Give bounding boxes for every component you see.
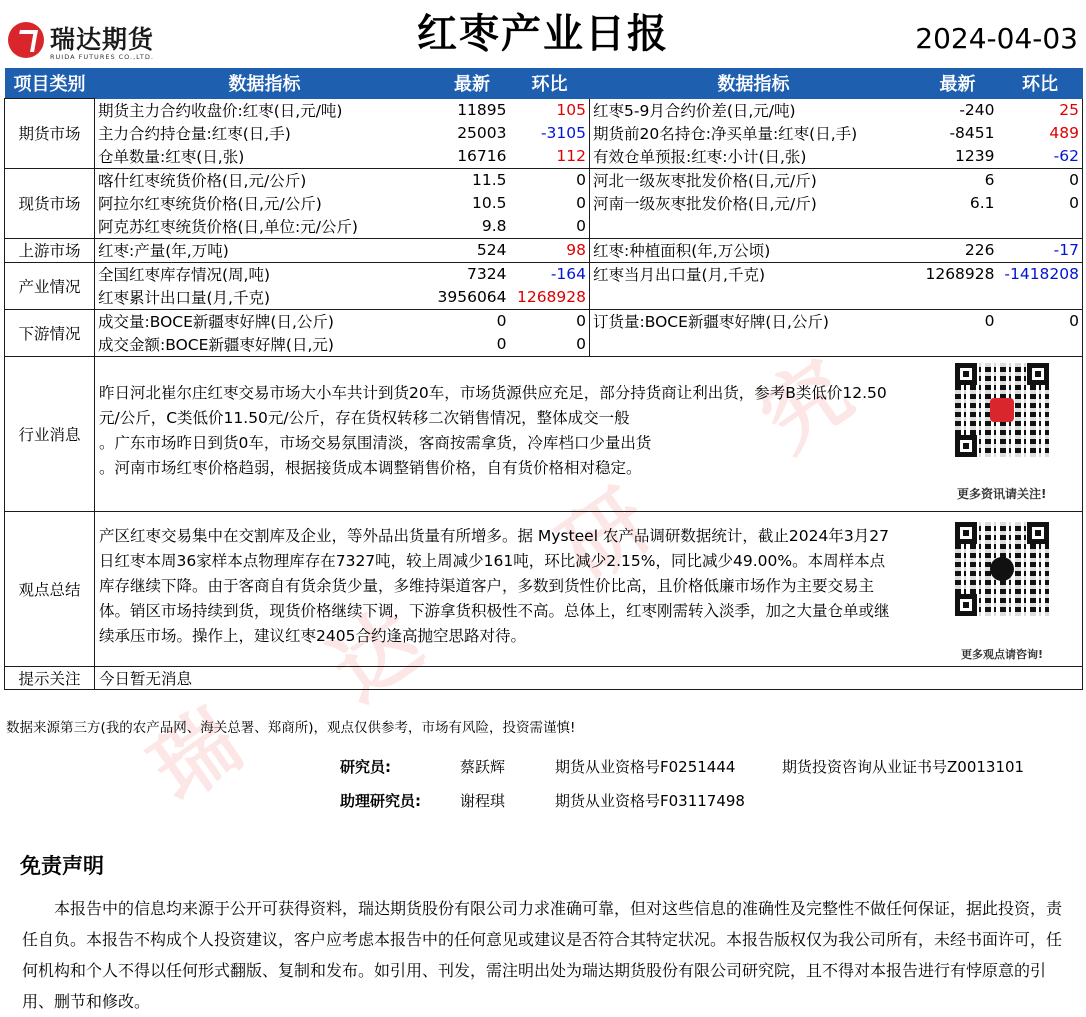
change-value: -3105: [510, 122, 590, 145]
latest-value: 16716: [435, 145, 510, 169]
indicator-name: 有效仓单预报:红枣:小计(日,张): [590, 145, 918, 169]
latest-value: 11895: [457, 101, 507, 119]
view-row: [5, 511, 1083, 666]
table-row: [5, 122, 1083, 145]
table-row: [5, 262, 1083, 286]
category-cell: 上游市场: [5, 238, 95, 262]
table-row: [5, 333, 1083, 357]
news-line: 昨日河北崔尔庄红枣交易市场大小车共计到货20车，市场货源供应充足，部分持货商让利出货，参考B类低价12.50元/公斤，C类低价11.50元/公斤，存在货权转移二次销售情况，整体成交一般: [99, 383, 887, 427]
indicator-name: 成交量:BOCE新疆枣好牌(日,公斤): [98, 313, 334, 331]
change-value: 0: [510, 215, 590, 239]
latest-value: 7324: [467, 265, 507, 283]
category-cell: 行业消息: [5, 356, 95, 511]
change-value: 1268928: [510, 286, 590, 310]
table-header-row: [5, 68, 1083, 99]
data-table: [4, 68, 1083, 690]
researcher-label: 研究员:: [340, 758, 391, 776]
researcher-consult-cert: 期货投资咨询从业证书号Z0013101: [782, 758, 1025, 776]
latest-value: 3956064: [435, 286, 510, 310]
latest-value: -8451: [949, 124, 995, 142]
qr-caption: 更多观点请咨询!: [961, 647, 1044, 661]
news-cell: [95, 356, 1083, 511]
indicator-name: 订货量:BOCE新疆枣好牌(日,公斤): [593, 313, 829, 331]
logo-english: RUIDA FUTURES CO.,LTD.: [50, 53, 154, 61]
col-header: 最新: [435, 68, 510, 99]
latest-value: 11.5: [471, 171, 507, 189]
col-header: 数据指标: [95, 68, 435, 99]
change-value: -1418208: [998, 262, 1083, 286]
watermark-char: 究: [743, 341, 869, 471]
change-value: 0: [510, 333, 590, 357]
change-value: 0: [998, 168, 1083, 192]
latest-value: 1268928: [925, 265, 995, 283]
latest-value: [918, 286, 998, 310]
news-row: [5, 356, 1083, 511]
col-header: 项目类别: [5, 68, 95, 99]
change-value: 105: [510, 99, 590, 122]
change-value: 0: [510, 309, 590, 333]
change-value: 112: [510, 145, 590, 169]
page-title: 红枣产业日报: [417, 11, 669, 57]
change-value: [998, 215, 1083, 239]
latest-value: 9.8: [435, 215, 510, 239]
col-header: 数据指标: [590, 68, 918, 99]
table-row: [5, 286, 1083, 310]
qr-caption: 更多资讯请关注!: [957, 486, 1047, 501]
category-cell: 现货市场: [5, 168, 95, 238]
researcher-name: 蔡跃辉: [460, 758, 506, 776]
indicator-name: 喀什红枣统货价格(日,元/公斤): [98, 172, 307, 190]
table-row: [5, 168, 1083, 192]
table-row: [5, 238, 1083, 262]
researcher-cert: 期货从业资格号F0251444: [555, 758, 736, 776]
indicator-name: [590, 215, 918, 239]
change-value: 98: [510, 238, 590, 262]
change-value: [998, 286, 1083, 310]
wechat-qr-code-icon: [955, 522, 1049, 616]
category-cell: 产业情况: [5, 262, 95, 309]
report-date: 2024-04-03: [915, 22, 1078, 55]
disclaimer-title: 免责声明: [20, 854, 104, 878]
change-value: 0: [998, 309, 1083, 333]
change-value: 0: [510, 168, 590, 192]
change-value: 489: [998, 122, 1083, 145]
assistant-cert: 期货从业资格号F03117498: [555, 792, 745, 810]
latest-value: 0: [435, 333, 510, 357]
disclaimer-body: 本报告中的信息均来源于公开可获得资料，瑞达期货股份有限公司力求准确可靠，但对这些信息的准确性及完整性不做任何保证，据此投资，责任自负。本报告不构成个人投资建议，客户应考虑本报告中的任何意见或建议是否符合其特定状况。本报告版权仅为我公司所有，未经书面许可，任何机构和个人不得以任何形式翻版、复制和发布。如引用、刊发，需注明出处为瑞达期货股份有限公司研究院，且不得对本报告进行有悖原意的引用、删节和修改。: [22, 899, 1063, 1011]
category-cell: 期货市场: [5, 99, 95, 169]
data-source-note: 数据来源第三方(我的农产品网、海关总署、郑商所)，观点仅供参考，市场有风险，投资需谨慎!: [6, 720, 576, 736]
latest-value: 0: [984, 312, 995, 330]
indicator-name: 阿拉尔红枣统货价格(日,元/公斤): [98, 195, 322, 213]
indicator-name: 河南一级灰枣批发价格(日,元/斤): [593, 195, 817, 213]
view-text: 产区红枣交易集中在交割库及企业，等外品出货量有所增多。据 Mysteel 农产品调研数据统计，截止2024年3月27日红枣本周36家样本点物理库存在7327吨，较上周减少161吨，环比减少2.15%，同比减少49.00%。本周样本点库存继续下降。由于客商自有货余货少量，多维持渠道客户，多数到货性价比高，且价格低廉市场作为主要交易主体。销区市场持续到货，现货价格继续下调，下游拿货积极性不高。总体上，红枣刚需转入淡季，加之大量仓单或继续承压市场。操作上，建议红枣2405合约逢高抛空思路对待。: [99, 526, 890, 645]
latest-value: 1239: [918, 145, 998, 169]
table-row: [5, 192, 1083, 215]
indicator-name: 期货主力合约收盘价:红枣(日,元/吨): [98, 102, 343, 120]
view-cell: [95, 511, 1083, 666]
indicator-name: 期货前20名持仓:净买单量:红枣(日,手): [593, 125, 858, 143]
indicator-name: [590, 333, 918, 357]
col-header: 最新: [918, 68, 998, 99]
indicator-name: 红枣:种植面积(年,万公顷): [590, 238, 918, 262]
latest-value: [918, 333, 998, 357]
news-line: 。河南市场红枣价格趋弱，根据接货成本调整销售价格，自有货价格相对稳定。: [99, 458, 642, 477]
col-header: 环比: [510, 68, 590, 99]
watermark-char: 瑞: [133, 691, 259, 821]
change-value: -17: [998, 238, 1083, 262]
indicator-name: 红枣:产量(年,万吨): [95, 238, 435, 262]
indicator-name: 红枣5-9月合约价差(日,元/吨): [593, 102, 796, 120]
latest-value: 226: [918, 238, 998, 262]
latest-value: 10.5: [471, 194, 507, 212]
news-text: [99, 381, 899, 481]
change-value: 0: [998, 192, 1083, 215]
change-value: 25: [998, 99, 1083, 122]
category-cell: 提示关注: [5, 666, 95, 689]
indicator-name: 全国红枣库存情况(周,吨): [98, 266, 271, 284]
col-header: 环比: [998, 68, 1083, 99]
news-line: 。广东市场昨日到货0车，市场交易氛围清淡，客商按需拿货，冷库档口少量出货: [99, 433, 652, 452]
watermark-char: 达: [313, 591, 439, 721]
change-value: 0: [510, 192, 590, 215]
indicator-name: [590, 286, 918, 310]
table-row: [5, 99, 1083, 122]
change-value: [998, 333, 1083, 357]
category-cell: 下游情况: [5, 309, 95, 356]
indicator-name: 红枣当月出口量(月,千克): [593, 266, 766, 284]
table-row: [5, 309, 1083, 333]
table-row: [5, 145, 1083, 169]
indicator-name: 成交金额:BOCE新疆枣好牌(日,元): [95, 333, 435, 357]
report-header: [0, 0, 1086, 68]
latest-value: 0: [496, 312, 507, 330]
indicator-name: 主力合约持仓量:红枣(日,手): [98, 125, 291, 143]
qr-code-icon: [955, 363, 1049, 457]
notice-text: 今日暂无消息: [95, 666, 1083, 689]
logo-name: 瑞达期货: [50, 25, 155, 54]
assistant-name: 谢程琪: [460, 792, 506, 810]
indicator-name: 仓单数量:红枣(日,张): [95, 145, 435, 169]
latest-value: 25003: [457, 124, 507, 142]
latest-value: -240: [959, 101, 995, 119]
notice-row: [5, 666, 1083, 689]
indicator-name: 阿克苏红枣统货价格(日,单位:元/公斤): [95, 215, 435, 239]
watermark-char: 研: [543, 471, 669, 601]
indicator-name: 河北一级灰枣批发价格(日,元/斤): [593, 172, 817, 190]
category-cell: 观点总结: [5, 511, 95, 666]
assistant-label: 助理研究员:: [340, 792, 421, 810]
indicator-name: 红枣累计出口量(月,千克): [95, 286, 435, 310]
latest-value: 6.1: [969, 194, 995, 212]
latest-value: 6: [984, 171, 995, 189]
change-value: -62: [998, 145, 1083, 169]
table-row: [5, 215, 1083, 239]
latest-value: [918, 215, 998, 239]
change-value: -164: [510, 262, 590, 286]
latest-value: 524: [435, 238, 510, 262]
